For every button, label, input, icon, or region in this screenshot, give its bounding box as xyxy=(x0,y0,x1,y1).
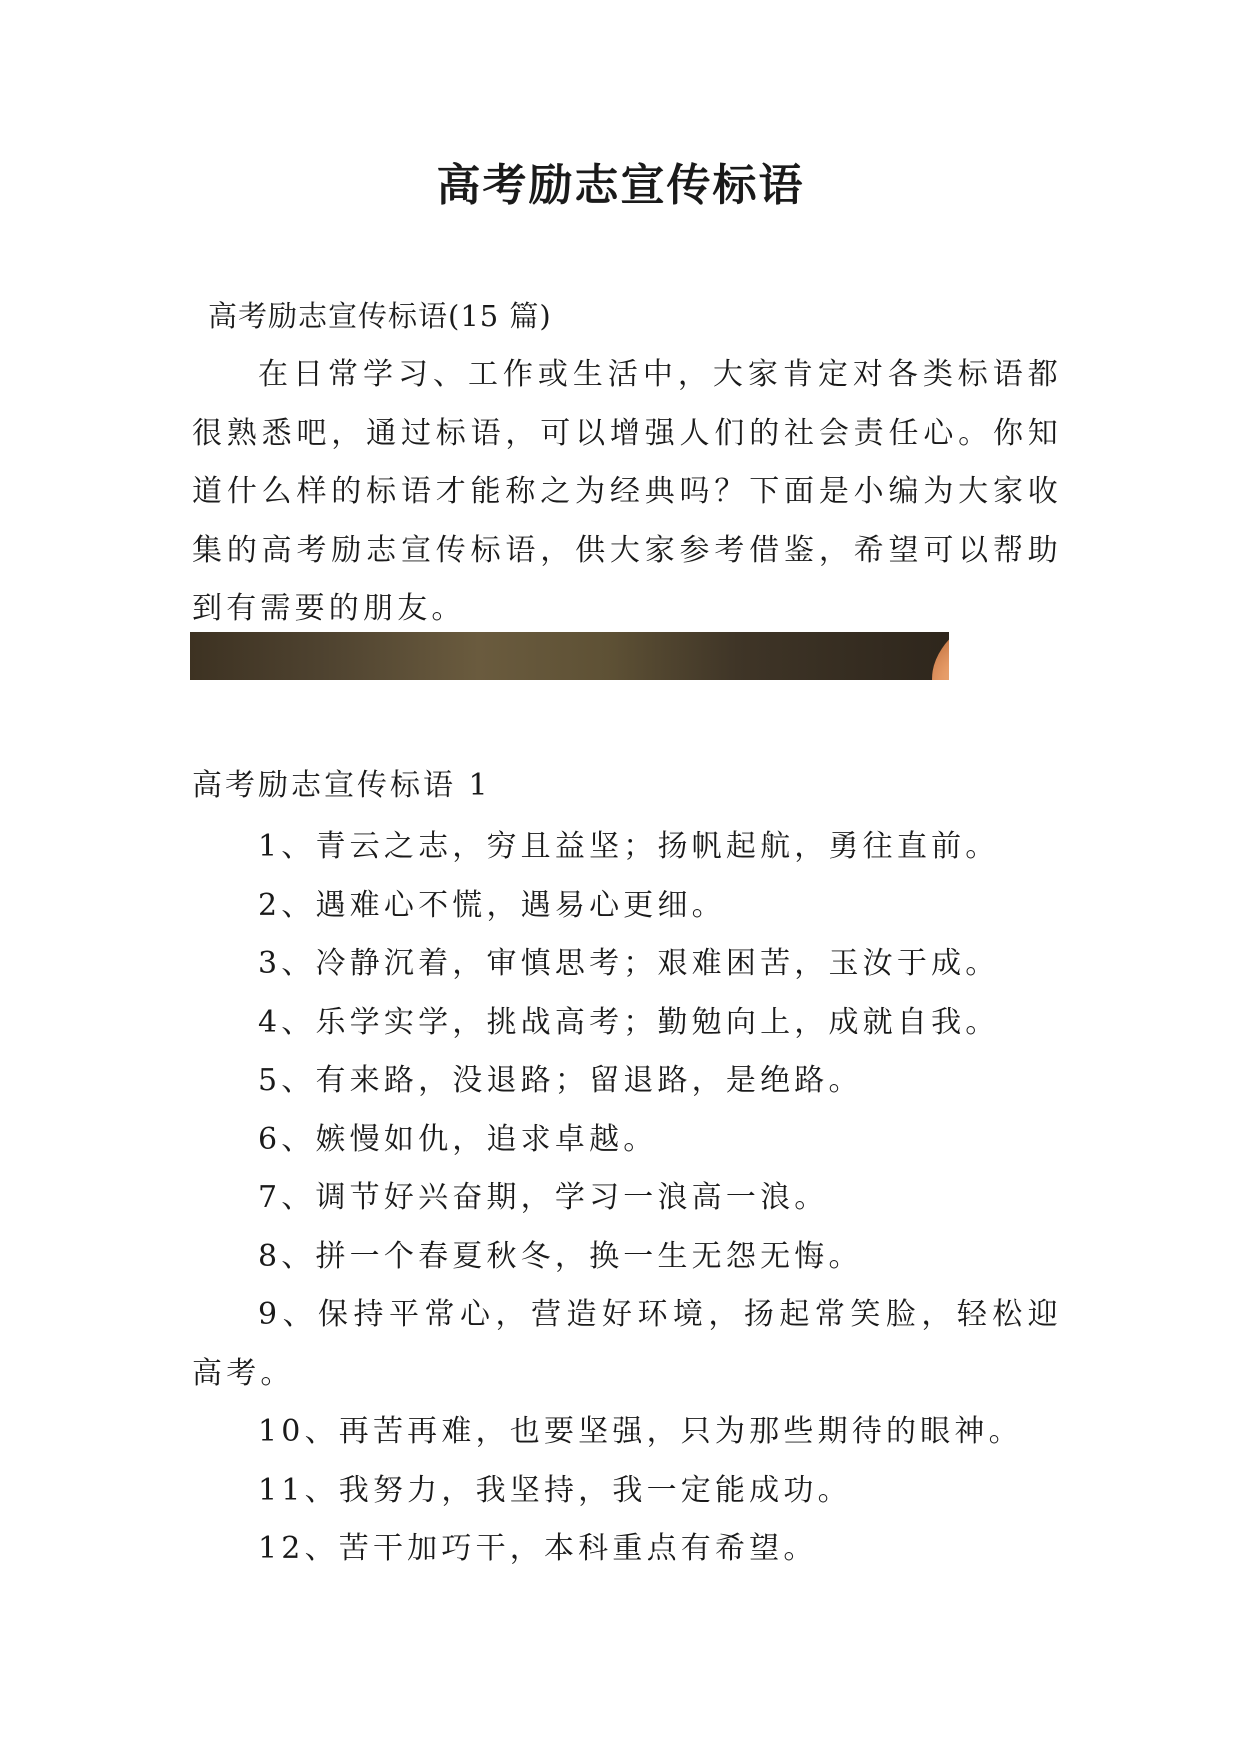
slogan-item: 11、我努力，我坚持，我一定能成功。 xyxy=(258,1472,852,1508)
slogan-item: 12、苦干加巧干，本科重点有希望。 xyxy=(258,1531,818,1566)
slogan-item: 3、冷静沉着，审慎思考；艰难困苦，玉汝于成。 xyxy=(258,946,1000,981)
slogan-item: 2、遇难心不慌，遇易心更细。 xyxy=(258,887,726,923)
slogan-item: 5、有来路，没退路；留退路，是绝路。 xyxy=(258,1063,863,1098)
section-title: 高考励志宣传标语 1 xyxy=(192,768,491,803)
slogan-item: 6、嫉慢如仇，追求卓越。 xyxy=(258,1121,658,1157)
slogan-item: 9、保持平常心，营造好环境，扬起常笑脸，轻松迎高考。 xyxy=(192,1297,1062,1391)
slogan-item: 7、调节好兴奋期，学习一浪高一浪。 xyxy=(258,1180,829,1215)
banner-light-flare xyxy=(916,632,949,680)
slogan-item: 8、拼一个春夏秋冬，换一生无怨无悔。 xyxy=(258,1238,863,1274)
document-subtitle: 高考励志宣传标语(15 篇) xyxy=(208,299,552,333)
intro-paragraph: 在日常学习、工作或生活中，大家肯定对各类标语都很熟悉吧，通过标语，可以增强人们的社会责任心。你知道什么样的标语才能称之为经典吗？下面是小编为大家收集的高考励志宣传标语，供大家参考借鉴，希望可以帮助到有需要的朋友。 xyxy=(192,357,1062,626)
slogan-item: 1、青云之志，穷且益坚；扬帆起航，勇往直前。 xyxy=(258,829,1000,864)
slogan-item: 10、再苦再难，也要坚强，只为那些期待的眼神。 xyxy=(258,1414,1023,1449)
slogan-item: 4、乐学实学，挑战高考；勤勉向上，成就自我。 xyxy=(258,1004,1000,1040)
document-title: 高考励志宣传标语 xyxy=(436,160,805,211)
slogan-list xyxy=(192,818,1062,1579)
banner-image xyxy=(190,632,949,680)
